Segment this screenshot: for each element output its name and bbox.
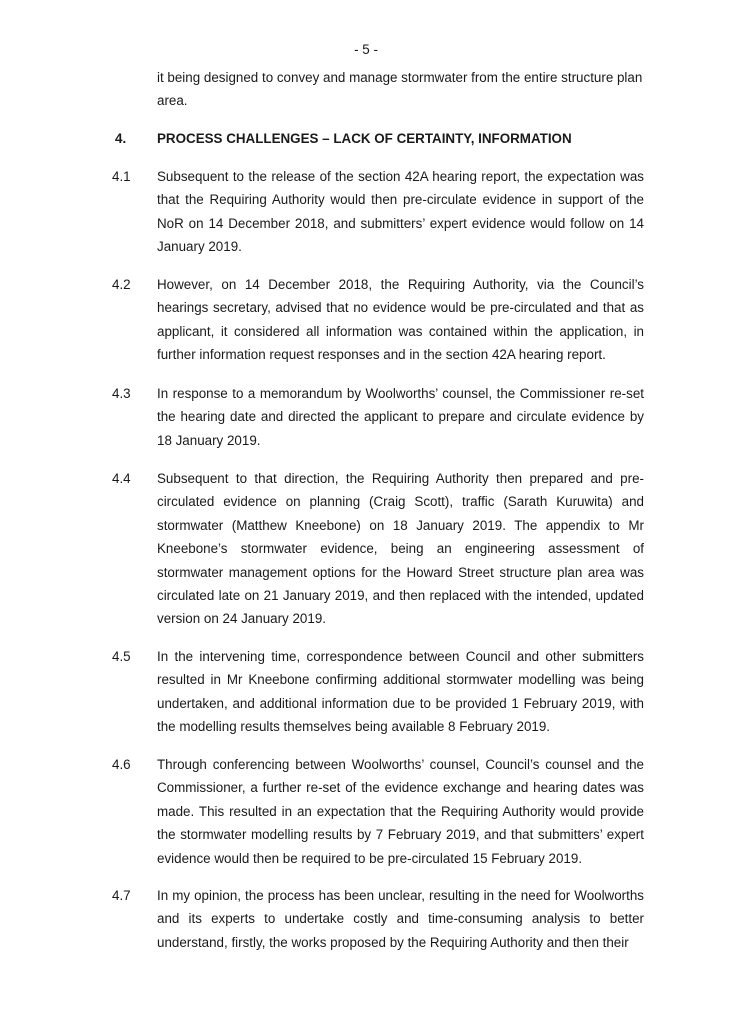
paragraph-number: 4.6 [112,757,131,772]
paragraph-text: In response to a memorandum by Woolworths’ counsel, the Commissioner re-set the hearing date and directed the applicant to prepare and circulate evidence by 18 January 2019. [157,386,644,448]
paragraph-number: 4.5 [112,649,131,664]
paragraph-text: In my opinion, the process has been unclear, resulting in the need for Woolworths and its experts to undertake costly and time-consuming analysis to better understand, firstly, the works proposed by the Requiring Authority and then their [157,888,644,950]
page-number: - 5 - [354,42,378,57]
continuation-paragraph: it being designed to convey and manage stormwater from the entire structure plan area. [157,70,643,109]
paragraph-text: Subsequent to that direction, the Requiring Authority then prepared and pre-circulated evidence on planning (Craig Scott), traffic (Sarath Kuruwita) and stormwater (Matthew Kneebone) on 18 January 2019. The appendix to Mr Kneebone’s stormwater evidence, being an engineering assessment of stormwater management options for the Howard Street structure plan area was circulated late on 21 January 2019, and then replaced with the intended, updated version on 24 January 2019. [157,471,644,627]
section-number: 4. [115,131,127,146]
paragraph-text: Subsequent to the release of the section 42A hearing report, the expectation was that the Requiring Authority would then pre-circulate evidence in support of the NoR on 14 December 2018, and submitters’ expert evidence would follow on 14 January 2019. [157,169,644,255]
paragraph-number: 4.1 [112,169,131,184]
paragraph-text: In the intervening time, correspondence between Council and other submitters resulted in Mr Kneebone confirming additional stormwater modelling was being undertaken, and additional information due to be provided 1 February 2019, with the modelling results themselves being available 8 February 2019. [157,649,644,735]
paragraph-number: 4.4 [112,471,131,486]
section-title: PROCESS CHALLENGES – LACK OF CERTAINTY, INFORMATION [157,131,572,146]
paragraph-number: 4.2 [112,277,131,292]
paragraph-number: 4.7 [112,888,131,903]
paragraph-number: 4.3 [112,386,131,401]
paragraph-text: Through conferencing between Woolworths’ counsel, Council’s counsel and the Commissioner, a further re-set of the evidence exchange and hearing dates was made. This resulted in an expectation that the Requiring Authority would provide the stormwater modelling results by 7 February 2019, and that submitters’ expert evidence would then be required to be pre-circulated 15 February 2019. [157,757,644,866]
paragraph-text: However, on 14 December 2018, the Requiring Authority, via the Council’s hearings secretary, advised that no evidence would be pre-circulated and that as applicant, it considered all information was contained within the application, in further information request responses and in the section 42A hearing report. [157,277,644,363]
